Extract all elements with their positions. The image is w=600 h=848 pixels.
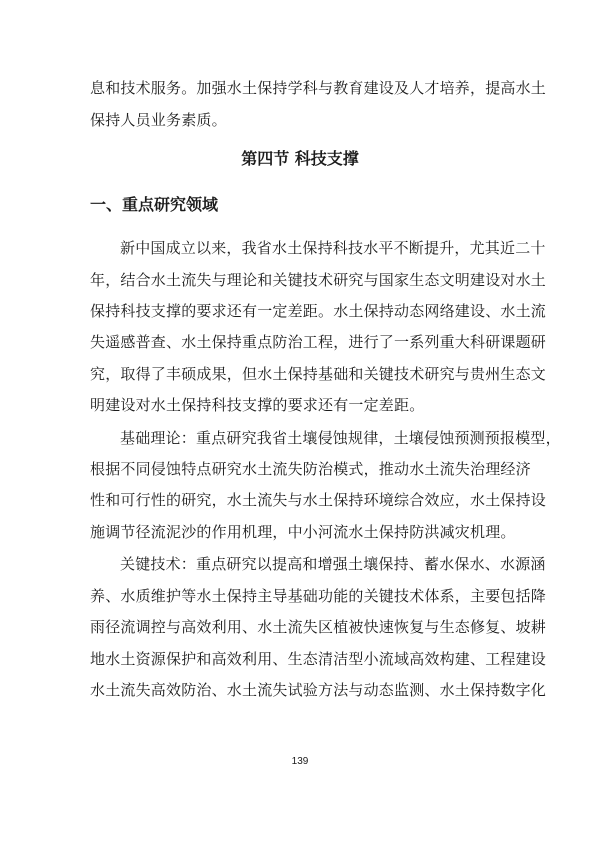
paragraph-line: 究，取得了丰硕成果，但水土保持基础和关键技术研究与贵州生态文 <box>90 365 547 383</box>
paragraph-line: 施调节径流泥沙的作用机理，中小河流水土保持防洪减灾机理。 <box>90 523 516 541</box>
paragraph-line: 雨径流调控与高效利用、水土流失区植被快速恢复与生态修复、坡耕 <box>90 618 547 636</box>
paragraph-line: 年，结合水土流失与理论和关键技术研究与国家生态文明建设对水土 <box>90 271 547 289</box>
paragraph-line: 水土流失高效防治、水土流失试验方法与动态监测、水土保持数字化 <box>90 681 547 699</box>
page-number: 139 <box>291 756 309 767</box>
subheading: 一、重点研究领域 <box>90 195 219 214</box>
paragraph-line: 性和可行性的研究，水土流失与水土保持环境综合效应，水土保持设 <box>90 491 547 509</box>
paragraph-line: 保持科技支撑的要求还有一定差距。水土保持动态网络建设、水土流 <box>90 302 547 320</box>
paragraph-line: 基础理论：重点研究我省土壤侵蚀规律，土壤侵蚀预测预报模型， <box>120 429 561 447</box>
paragraph-line: 新中国成立以来，我省水土保持科技水平不断提升，尤其近二十 <box>120 239 546 257</box>
paragraph-line: 关键技术：重点研究以提高和增强土壤保持、蓄水保水、水源涵 <box>120 555 546 573</box>
paragraph-line: 失遥感普查、水土保持重点防治工程，进行了一系列重大科研课题研 <box>90 333 547 351</box>
paragraph-line: 养、水质维护等水土保持主导基础功能的关键技术体系，主要包括降 <box>90 587 547 605</box>
text-line: 保持人员业务素质。 <box>90 111 227 129</box>
paragraph-line: 根据不同侵蚀特点研究水土流失防治模式，推动水土流失治理经济 <box>90 460 531 478</box>
paragraph-line: 明建设对水土保持科技支撑的要求还有一定差距。 <box>90 396 425 414</box>
paragraph-line: 地水土资源保护和高效利用、生态清洁型小流域高效构建、工程建设 <box>90 650 547 668</box>
section-title: 第四节 科技支撑 <box>241 149 359 168</box>
text-line: 息和技术服务。加强水土保持学科与教育建设及人才培养，提高水土 <box>90 79 547 97</box>
